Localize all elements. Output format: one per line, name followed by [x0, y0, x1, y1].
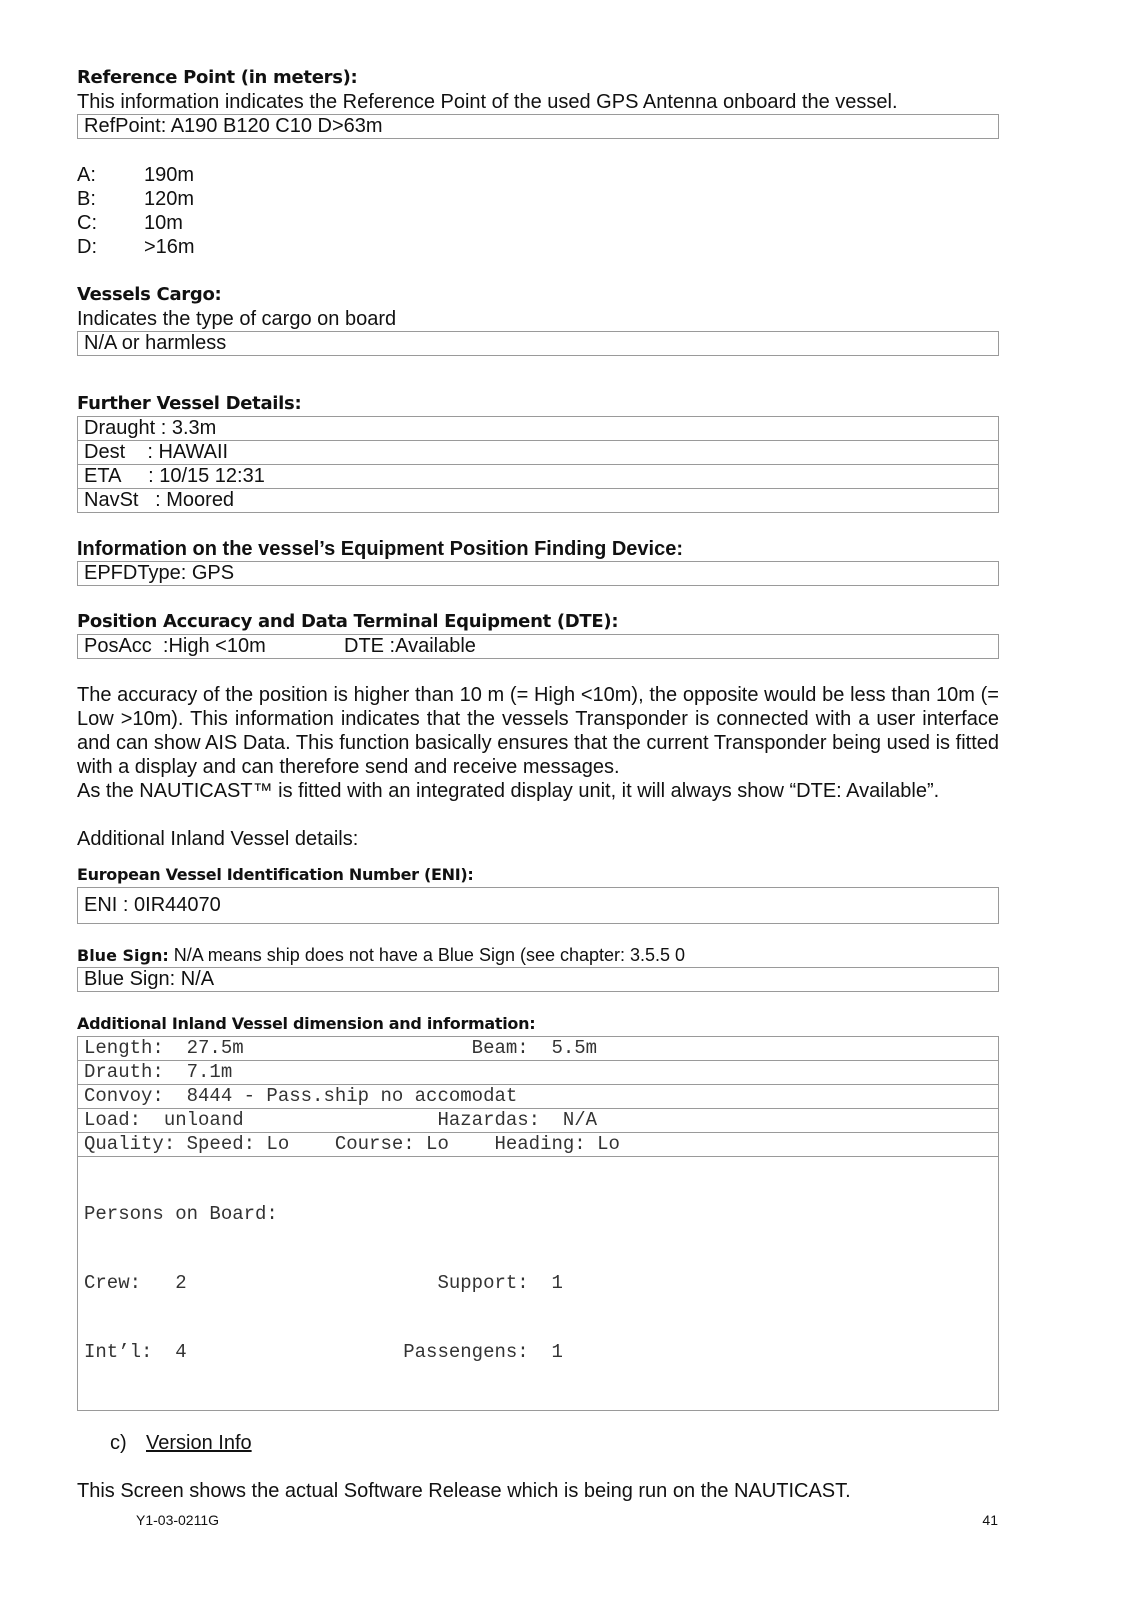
posacc-box — [77, 634, 999, 659]
page-number: 41 — [982, 1512, 998, 1528]
cargo-heading: Vessels Cargo: — [77, 284, 222, 305]
persons-line: Persons on Board: — [84, 1203, 278, 1225]
ref-point-heading: Reference Point (in meters): — [77, 67, 358, 88]
subheading-letter: c) — [110, 1432, 127, 1454]
version-info-title: Version Info — [146, 1432, 252, 1454]
dimension-heading: Additional Inland Vessel dimension and information: — [77, 1014, 536, 1033]
persons-row — [78, 1156, 998, 1410]
list-item: D: >16m — [77, 236, 195, 258]
dimension-table — [77, 1036, 999, 1411]
ref-point-box: RefPoint: A190 B120 C10 D>63m — [77, 114, 999, 139]
blue-sign-heading: Blue Sign: — [77, 946, 169, 965]
inland-intro: Additional Inland Vessel details: — [77, 828, 359, 850]
blue-sign-box: Blue Sign: N/A — [77, 967, 999, 992]
table-row: Drauth: 7.1m — [78, 1060, 998, 1084]
version-info-subheading — [77, 1431, 999, 1455]
persons-line: Crew: 2 Support: 1 — [84, 1272, 563, 1294]
table-row: Load: unloand Hazardas: N/A — [78, 1108, 998, 1132]
further-details-heading: Further Vessel Details: — [77, 393, 302, 414]
list-item: A: 190m — [77, 164, 195, 186]
blue-sign-line — [77, 944, 999, 967]
ref-point-description: This information indicates the Reference Point of the used GPS Antenna onboard the vessel. — [77, 91, 898, 113]
cargo-box: N/A or harmless — [77, 331, 999, 356]
blue-sign-description: N/A means ship does not have a Blue Sign (see chapter: 3.5.5 0 — [168, 945, 686, 965]
ref-point-list — [77, 163, 999, 259]
posacc-heading: Position Accuracy and Data Terminal Equipment (DTE): — [77, 611, 619, 632]
eni-heading: European Vessel Identification Number (ENI): — [77, 865, 474, 884]
further-details-table — [77, 416, 999, 513]
table-row: Length: 27.5m Beam: 5.5m — [84, 1037, 598, 1059]
version-info-text: This Screen shows the actual Software Release which is being run on the NAUTICAST. — [77, 1480, 851, 1502]
epfd-heading: Information on the vessel’s Equipment Position Finding Device: — [77, 538, 683, 560]
table-row: ETA : 10/15 12:31 — [78, 464, 998, 488]
dte-paragraph: As the NAUTICAST™ is fitted with an integrated display unit, it will always show “DTE: Available”. — [77, 780, 940, 802]
table-row: Dest : HAWAII — [78, 440, 998, 464]
page-footer — [136, 1512, 998, 1528]
posacc-value: PosAcc :High <10m — [84, 635, 266, 657]
epfd-box: EPFDType: GPS — [77, 561, 999, 586]
document-id: Y1-03-0211G — [136, 1512, 220, 1528]
table-row: Draught : 3.3m — [84, 417, 217, 439]
document-page — [77, 66, 999, 1503]
list-item: B: 120m — [77, 188, 195, 210]
list-item: C: 10m — [77, 212, 183, 234]
table-row: NavSt : Moored — [78, 488, 998, 512]
dte-value: DTE :Available — [344, 635, 476, 657]
eni-box: ENI : 0IR44070 — [77, 887, 999, 924]
table-row: Quality: Speed: Lo Course: Lo Heading: Lo — [78, 1132, 998, 1156]
cargo-description: Indicates the type of cargo on board — [77, 308, 397, 330]
persons-line: Int’l: 4 Passengens: 1 — [84, 1341, 563, 1363]
table-row: Convoy: 8444 - Pass.ship no accomodat — [78, 1084, 998, 1108]
posacc-paragraph: The accuracy of the position is higher than 10 m (= High <10m), the opposite would be less than 10m (= Low >10m). This information indicates that the vessels Transponder is connected with a user interface and can show AIS Data. This function basically ensures that the current Transponder being used is fitted with a display and can therefore send and receive messages. — [77, 684, 999, 778]
